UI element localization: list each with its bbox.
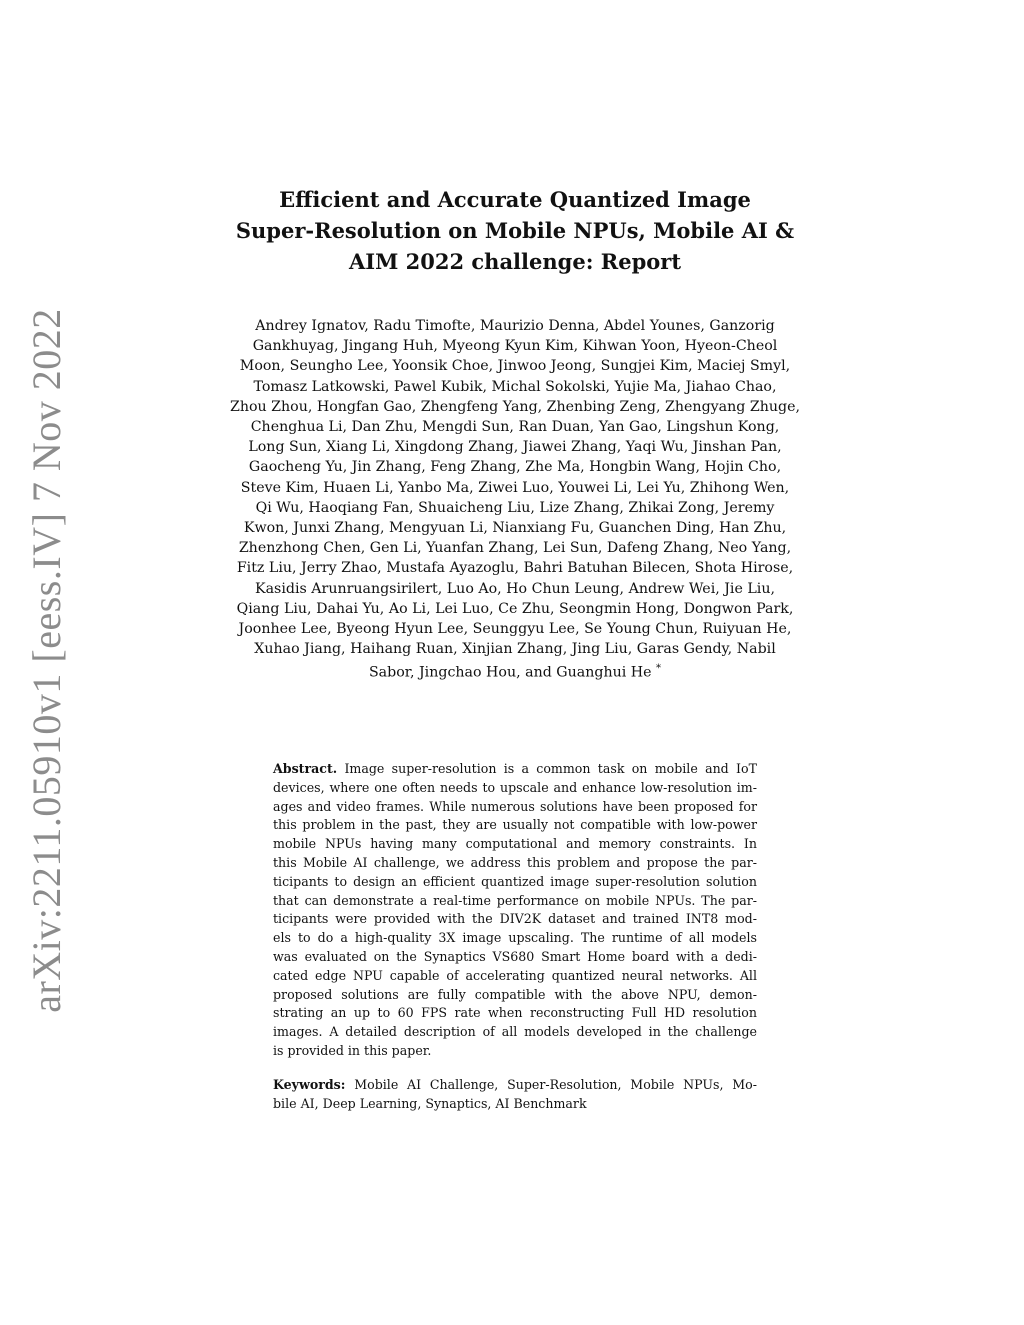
abstract-line: devices, where one often needs to upscale and enhance low-resolution im- — [273, 779, 757, 795]
author-line: Qiang Liu, Dahai Yu, Ao Li, Lei Luo, Ce Zhu, Seongmin Hong, Dongwon Park, — [236, 600, 794, 617]
author-line: Moon, Seungho Lee, Yoonsik Choe, Jinwoo Jeong, Sungjei Kim, Maciej Smyl, — [239, 358, 791, 375]
abstract-line: was evaluated on the Synaptics VS680 Smart Home board with a dedi- — [273, 948, 757, 964]
author-footnote-mark: * — [656, 663, 662, 675]
abstract-line: ages and video frames. While numerous solutions have been proposed for — [273, 798, 757, 814]
author-line: Steve Kim, Huaen Li, Yanbo Ma, Ziwei Luo, Youwei Li, Lei Yu, Zhihong Wen, — [240, 479, 790, 496]
paper-title — [180, 184, 850, 277]
keywords — [273, 1076, 757, 1114]
abstract-line: images. A detailed description of all models developed in the challenge — [273, 1024, 757, 1040]
author-list — [205, 316, 825, 683]
abstract — [273, 760, 757, 1061]
abstract-line: this Mobile AI challenge, we address this problem and propose the par- — [273, 854, 757, 870]
abstract-line: this problem in the past, they are usually not compatible with low-power — [273, 817, 757, 833]
author-line: Long Sun, Xiang Li, Xingdong Zhang, Jiawei Zhang, Yaqi Wu, Jinshan Pan, — [248, 439, 782, 456]
abstract-line: strating an up to 60 FPS rate when reconstructing Full HD resolution — [273, 1005, 757, 1021]
author-line: Tomasz Latkowski, Pawel Kubik, Michal Sokolski, Yujie Ma, Jiahao Chao, — [253, 378, 777, 395]
author-line: Kwon, Junxi Zhang, Mengyuan Li, Nianxiang Fu, Guanchen Ding, Han Zhu, — [243, 520, 787, 537]
title-line: Efficient and Accurate Quantized Image — [279, 187, 751, 212]
abstract-line: els to do a high-quality 3X image upscaling. The runtime of all models — [273, 930, 757, 946]
title-line: Super-Resolution on Mobile NPUs, Mobile AI & — [235, 218, 795, 243]
author-line: Chenghua Li, Dan Zhu, Mengdi Sun, Ran Duan, Yan Gao, Lingshun Kong, — [250, 419, 780, 436]
author-line: Qi Wu, Haoqiang Fan, Shuaicheng Liu, Lize Zhang, Zhikai Zong, Jeremy — [255, 499, 775, 516]
keywords-label: Keywords: — [273, 1077, 346, 1092]
abstract-line: cated edge NPU capable of accelerating quantized neural networks. All — [273, 967, 757, 983]
author-line: Fitz Liu, Jerry Zhao, Mustafa Ayazoglu, Bahri Batuhan Bilecen, Shota Hirose, — [236, 560, 794, 577]
abstract-line: mobile NPUs having many computational and memory constraints. In — [273, 836, 757, 852]
abstract-line: is provided in this paper. — [273, 1042, 432, 1058]
author-line: Kasidis Arunruangsirilert, Luo Ao, Ho Chun Leung, Andrew Wei, Jie Liu, — [255, 580, 775, 597]
author-line: Gaocheng Yu, Jin Zhang, Feng Zhang, Zhe Ma, Hongbin Wang, Hojin Cho, — [248, 459, 782, 476]
keywords-line — [273, 1076, 757, 1095]
keywords-line: bile AI, Deep Learning, Synaptics, AI Benchmark — [273, 1095, 587, 1111]
title-line: AIM 2022 challenge: Report — [348, 249, 682, 274]
abstract-line: that can demonstrate a real-time performance on mobile NPUs. The par- — [273, 892, 757, 908]
author-line: Gankhuyag, Jingang Huh, Myeong Kyun Kim, Kihwan Yoon, Hyeon-Cheol — [252, 338, 778, 355]
abstract-label: Abstract. — [273, 761, 338, 776]
author-line-text: Sabor, Jingchao Hou, and Guanghui He — [368, 665, 652, 682]
arxiv-identifier-text: arXiv:2211.05910v1 [eess.IV] 7 Nov 2022 — [23, 307, 69, 1013]
arxiv-identifier — [19, 307, 73, 1013]
abstract-line-text: Image super-resolution is a common task on mobile and IoT — [344, 761, 757, 776]
author-line: Joonhee Lee, Byeong Hyun Lee, Seunggyu Lee, Se Young Chun, Ruiyuan He, — [238, 621, 792, 638]
abstract-line — [273, 760, 757, 779]
author-line: Andrey Ignatov, Radu Timofte, Maurizio Denna, Abdel Younes, Ganzorig — [255, 318, 775, 334]
author-line-last — [205, 659, 825, 683]
abstract-line: proposed solutions are fully compatible with the above NPU, demon- — [273, 986, 757, 1002]
abstract-line: ticipants were provided with the DIV2K dataset and trained INT8 mod- — [273, 911, 757, 927]
keywords-line-text: Mobile AI Challenge, Super-Resolution, Mobile NPUs, Mo- — [354, 1077, 757, 1092]
author-line: Xuhao Jiang, Haihang Ruan, Xinjian Zhang, Jing Liu, Garas Gendy, Nabil — [254, 641, 776, 658]
abstract-line: ticipants to design an efficient quantized image super-resolution solution — [273, 873, 757, 889]
author-line: Zhou Zhou, Hongfan Gao, Zhengfeng Yang, Zhenbing Zeng, Zhengyang Zhuge, — [230, 398, 800, 415]
author-line: Zhenzhong Chen, Gen Li, Yuanfan Zhang, Lei Sun, Dafeng Zhang, Neo Yang, — [238, 540, 792, 557]
